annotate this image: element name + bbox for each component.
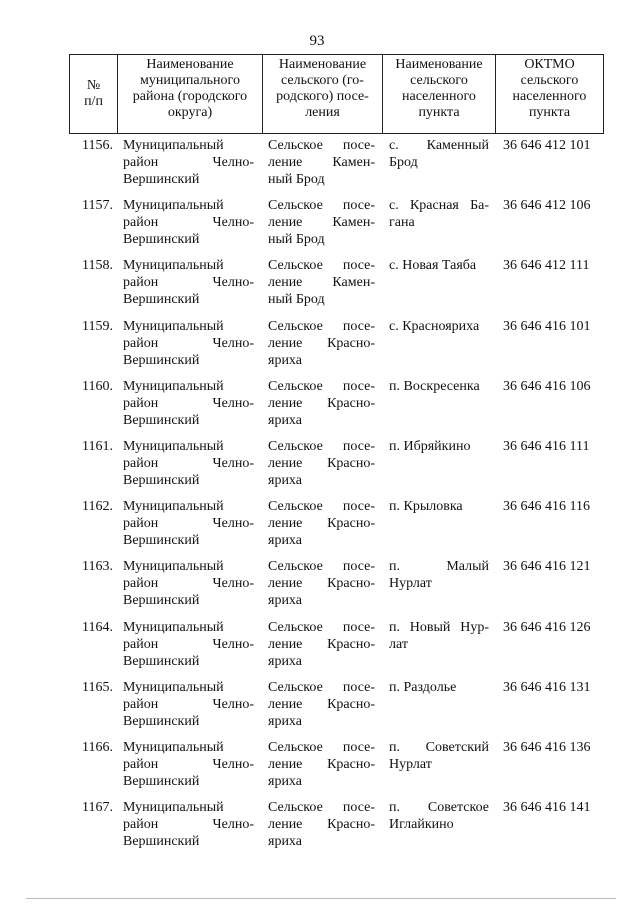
settlement-line: ление Камен- — [268, 215, 375, 231]
district-cell — [117, 254, 262, 314]
table-row — [69, 254, 602, 314]
settlement-cell — [262, 616, 382, 676]
district-line: район Челно- — [123, 215, 254, 231]
locality-cell — [382, 495, 495, 555]
settlement-cell — [262, 736, 382, 796]
oktmo-cell: 36 646 416 131 — [503, 679, 591, 695]
settlement-line: Сельское посе- — [268, 619, 375, 635]
district-line: Вершинский — [123, 292, 200, 308]
locality-cell — [382, 254, 495, 314]
district-line: Муниципальный — [123, 619, 224, 635]
district-line: район Челно- — [123, 696, 254, 712]
locality-cell — [382, 435, 495, 495]
oktmo-cell: 36 646 416 136 — [503, 739, 591, 755]
district-cell — [117, 134, 262, 194]
header-line: района (городского — [132, 89, 248, 104]
locality-cell — [382, 736, 495, 796]
locality-line: Брод — [389, 155, 418, 170]
district-cell — [117, 555, 262, 615]
settlement-line: ление Красно- — [268, 636, 375, 652]
district-line: район Челно- — [123, 155, 254, 170]
oktmo-cell: 36 646 412 106 — [503, 198, 591, 214]
district-line: Вершинский — [123, 472, 200, 488]
row-number: 1165. — [82, 679, 113, 695]
settlement-cell — [262, 435, 382, 495]
settlement-cell — [262, 796, 382, 856]
settlement-line: яриха — [268, 713, 302, 729]
district-line: Муниципальный — [123, 739, 224, 755]
locality-line: с. Новая Таяба — [389, 258, 477, 274]
locality-line: Иглайкино — [389, 817, 454, 833]
settlement-cell — [262, 495, 382, 555]
oktmo-cell: 36 646 412 101 — [503, 138, 591, 153]
settlement-line: ный Брод — [268, 232, 325, 248]
header-line: родского) посе- — [276, 89, 369, 104]
locality-line: п. Новый Нур- — [389, 619, 489, 635]
locality-cell — [382, 315, 495, 375]
district-cell — [117, 315, 262, 375]
header-line: ОКТМО — [524, 57, 575, 72]
locality-line: Нурлат — [389, 756, 432, 772]
district-line: район Челно- — [123, 335, 254, 351]
table-row — [69, 375, 602, 435]
header-locality — [383, 55, 496, 134]
district-line: Муниципальный — [123, 258, 224, 274]
settlement-line: Сельское посе- — [268, 378, 375, 394]
settlement-line: ление Красно- — [268, 756, 375, 772]
district-line: Муниципальный — [123, 679, 224, 695]
row-number: 1158. — [82, 258, 113, 274]
district-line: район Челно- — [123, 576, 254, 592]
header-line: ления — [305, 105, 340, 120]
settlement-line: яриха — [268, 773, 302, 789]
table-row — [69, 555, 602, 615]
district-cell — [117, 435, 262, 495]
locality-cell — [382, 796, 495, 856]
header-line: пункта — [528, 105, 571, 120]
settlement-line: Сельское посе- — [268, 198, 375, 214]
district-line: Вершинский — [123, 593, 200, 609]
district-line: Вершинский — [123, 412, 200, 428]
district-line: Муниципальный — [123, 138, 224, 153]
district-line: Муниципальный — [123, 198, 224, 214]
oktmo-cell: 36 646 412 111 — [503, 258, 590, 274]
settlement-line: ление Красно- — [268, 516, 375, 532]
locality-cell — [382, 616, 495, 676]
oktmo-cell: 36 646 416 141 — [503, 800, 591, 816]
settlement-cell — [262, 375, 382, 435]
table-row — [69, 676, 602, 736]
row-number: 1157. — [82, 198, 113, 214]
settlement-line: ление Красно- — [268, 395, 375, 411]
oktmo-cell: 36 646 416 116 — [503, 499, 590, 515]
oktmo-cell: 36 646 416 121 — [503, 559, 591, 575]
district-line: район Челно- — [123, 275, 254, 291]
header-number — [70, 55, 118, 134]
header-oktmo — [496, 55, 604, 134]
settlement-line: Сельское посе- — [268, 559, 375, 575]
settlement-line: Сельское посе- — [268, 679, 375, 695]
locality-cell — [382, 134, 495, 194]
settlement-cell — [262, 134, 382, 194]
settlement-line: яриха — [268, 352, 302, 368]
header-line: округа) — [167, 105, 213, 120]
locality-cell — [382, 375, 495, 435]
locality-line: с. Красная Ба- — [389, 198, 489, 214]
district-line: Муниципальный — [123, 800, 224, 816]
settlement-line: яриха — [268, 593, 302, 609]
settlement-line: ный Брод — [268, 172, 325, 187]
header-line: сельского — [520, 73, 579, 88]
locality-line: с. Каменный — [389, 138, 489, 153]
header-line: населенного — [512, 89, 587, 104]
settlement-cell — [262, 676, 382, 736]
settlement-line: яриха — [268, 412, 302, 428]
district-line: район Челно- — [123, 395, 254, 411]
locality-line: п. Советский — [389, 739, 489, 755]
settlement-line: яриха — [268, 653, 302, 669]
settlement-cell — [262, 555, 382, 615]
settlement-line: яриха — [268, 472, 302, 488]
row-number: 1164. — [82, 619, 113, 635]
row-number: 1160. — [82, 378, 113, 394]
district-line: Вершинский — [123, 653, 200, 669]
table-row — [69, 736, 602, 796]
locality-line: п. Малый — [389, 559, 489, 575]
district-line: район Челно- — [123, 636, 254, 652]
district-cell — [117, 495, 262, 555]
row-number: 1167. — [82, 800, 113, 816]
district-line: Муниципальный — [123, 378, 224, 394]
district-line: Вершинский — [123, 533, 200, 549]
settlement-line: ление Камен- — [268, 275, 375, 291]
header-line: населенного — [402, 89, 476, 104]
locality-cell — [382, 555, 495, 615]
settlement-line: Сельское посе- — [268, 739, 375, 755]
header-line: Наименование — [278, 57, 367, 72]
district-line: Вершинский — [123, 713, 200, 729]
district-line: Муниципальный — [123, 318, 224, 334]
locality-line: п. Раздолье — [389, 679, 457, 695]
table-row — [69, 435, 602, 495]
row-number: 1162. — [82, 499, 113, 515]
settlement-line: Сельское посе- — [268, 499, 375, 515]
district-line: Вершинский — [123, 352, 200, 368]
row-number: 1156. — [82, 138, 113, 153]
district-line: Вершинский — [123, 834, 200, 850]
district-cell — [117, 375, 262, 435]
settlement-cell — [262, 254, 382, 314]
locality-line: п. Крыловка — [389, 499, 463, 515]
settlement-line: Сельское посе- — [268, 800, 375, 816]
table-row — [69, 194, 602, 254]
row-number: 1159. — [82, 318, 113, 334]
settlement-cell — [262, 194, 382, 254]
header-line: сельского — [410, 73, 468, 88]
locality-cell — [382, 194, 495, 254]
header-district — [118, 55, 263, 134]
locality-line: п. Советское — [389, 800, 489, 816]
district-cell — [117, 616, 262, 676]
settlement-line: Сельское посе- — [268, 138, 375, 153]
oktmo-cell: 36 646 416 126 — [503, 619, 591, 635]
header-line: муниципального — [140, 73, 240, 88]
district-line: Муниципальный — [123, 438, 224, 454]
header-line: п/п — [84, 93, 103, 109]
settlement-line: ление Красно- — [268, 335, 375, 351]
district-line: Муниципальный — [123, 559, 224, 575]
settlement-line: ление Камен- — [268, 155, 375, 170]
district-line: район Челно- — [123, 516, 254, 532]
settlement-line: Сельское посе- — [268, 258, 375, 274]
header-line: Наименование — [395, 57, 483, 72]
header-line: № — [86, 77, 101, 93]
settlement-line: Сельское посе- — [268, 438, 375, 454]
settlement-line: ление Красно- — [268, 817, 375, 833]
district-line: район Челно- — [123, 756, 254, 772]
row-number: 1166. — [82, 739, 113, 755]
locality-line: лат — [389, 636, 408, 652]
header-settlement — [263, 55, 383, 134]
table-body — [69, 134, 602, 856]
page-edge-line — [26, 898, 616, 899]
settlement-line: ление Красно- — [268, 696, 375, 712]
settlement-line: ный Брод — [268, 292, 325, 308]
settlement-line: ление Красно- — [268, 455, 375, 471]
district-cell — [117, 796, 262, 856]
row-number: 1163. — [82, 559, 113, 575]
district-line: Вершинский — [123, 773, 200, 789]
settlement-line: ление Красно- — [268, 576, 375, 592]
district-line: Вершинский — [123, 172, 200, 187]
table-row — [69, 495, 602, 555]
table-row — [69, 134, 602, 194]
table-header — [69, 54, 604, 134]
district-line: Вершинский — [123, 232, 200, 248]
locality-line: с. Краснояриха — [389, 318, 480, 334]
page-number: 93 — [309, 33, 325, 49]
locality-line: п. Воскресенка — [389, 378, 480, 394]
header-line: Наименование — [146, 57, 234, 72]
locality-line: гана — [389, 215, 415, 231]
oktmo-cell: 36 646 416 106 — [503, 378, 591, 394]
settlement-line: яриха — [268, 834, 302, 850]
district-line: район Челно- — [123, 455, 254, 471]
table-row — [69, 315, 602, 375]
district-line: Муниципальный — [123, 499, 224, 515]
row-number: 1161. — [82, 438, 113, 454]
settlement-line: Сельское посе- — [268, 318, 375, 334]
locality-cell — [382, 676, 495, 736]
oktmo-cell: 36 646 416 101 — [503, 318, 591, 334]
locality-line: п. Ибряйкино — [389, 438, 471, 454]
district-cell — [117, 676, 262, 736]
table-row — [69, 616, 602, 676]
header-line: пункта — [418, 105, 460, 120]
settlement-line: яриха — [268, 533, 302, 549]
district-cell — [117, 194, 262, 254]
district-line: район Челно- — [123, 817, 254, 833]
settlement-cell — [262, 315, 382, 375]
locality-line: Нурлат — [389, 576, 432, 592]
table-row — [69, 796, 602, 856]
oktmo-cell: 36 646 416 111 — [503, 438, 590, 454]
district-cell — [117, 736, 262, 796]
header-line: сельского (го- — [281, 73, 364, 88]
